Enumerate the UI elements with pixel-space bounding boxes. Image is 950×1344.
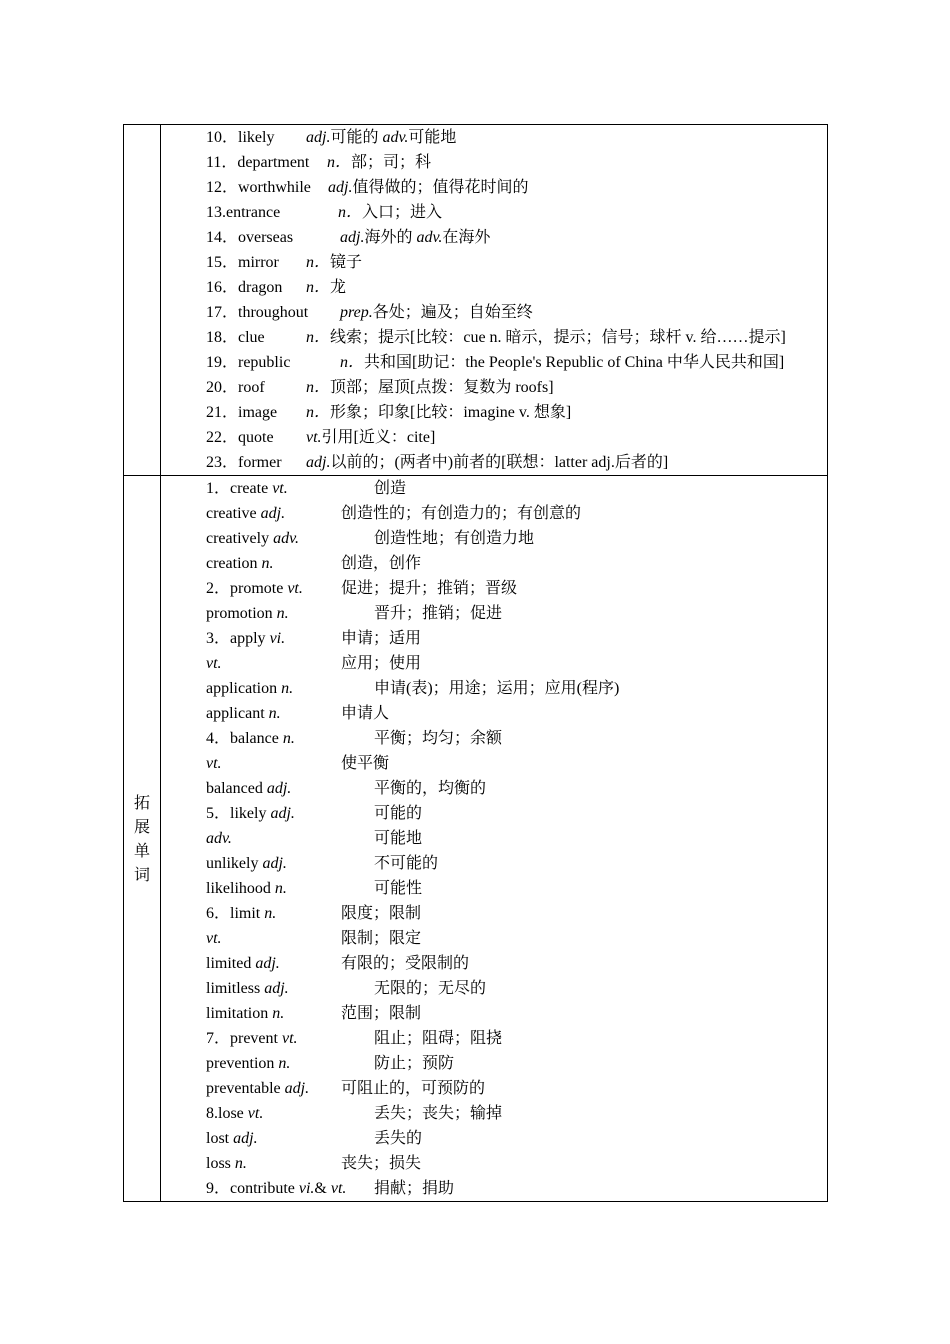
vocab-meaning: 可能的 <box>330 129 383 146</box>
vocab-list-item <box>206 1076 827 1101</box>
vocab-definition <box>327 150 431 175</box>
part-of-speech: n. <box>272 1005 285 1022</box>
vocab-word: 1．create <box>206 480 273 497</box>
vocab-list-item <box>206 425 827 450</box>
vocab-list-item <box>206 1151 827 1176</box>
vocab-meaning: 应用；使用 <box>341 655 422 672</box>
vocab-list-item <box>206 701 827 726</box>
vocab-word-group <box>206 576 303 601</box>
vocab-word-group <box>206 1101 263 1126</box>
vocab-list-item <box>206 601 827 626</box>
vocab-word: limitation <box>206 1005 273 1022</box>
part-of-speech: n. <box>281 680 294 697</box>
part-of-speech: adj. <box>340 229 365 246</box>
vocab-definition <box>306 375 554 400</box>
vocab-word: promotion <box>206 605 277 622</box>
vocab-meaning: 范围；限制 <box>341 1005 422 1022</box>
vocab-list-item <box>206 676 827 701</box>
vocab-word: 20．roof <box>206 379 265 396</box>
conjunction: & <box>314 1180 331 1197</box>
vocab-word-group <box>206 476 288 501</box>
vocab-meaning: 可能地 <box>408 129 457 146</box>
vocab-list-item <box>206 200 827 225</box>
part-of-speech: vt. <box>272 480 288 497</box>
vocab-word-group <box>206 901 276 926</box>
vocab-word-group <box>206 1126 258 1151</box>
vocab-meaning: 镜子 <box>330 254 363 271</box>
vocab-meaning: 创造性地；有创造力地 <box>374 530 535 547</box>
core-words-row <box>124 125 828 476</box>
vocab-word: unlikely <box>206 855 263 872</box>
part-of-speech: adj. <box>328 179 353 196</box>
vocab-word: 4．balance <box>206 730 283 747</box>
vocab-list-item <box>206 801 827 826</box>
vocab-meaning: 顶部；屋顶[点拨：复数为 roofs] <box>330 379 554 396</box>
vocab-meaning: 丧失；损失 <box>341 1155 422 1172</box>
vocab-word: limited <box>206 955 256 972</box>
vocab-word: 9．contribute <box>206 1180 299 1197</box>
section-label-char: 词 <box>133 864 150 884</box>
vocab-meaning: 限制；限定 <box>341 930 422 947</box>
vocab-meaning: 防止；预防 <box>374 1055 455 1072</box>
part-of-speech: adj. <box>233 1130 258 1147</box>
vocab-word-group <box>206 751 222 776</box>
vocab-word: 23．former <box>206 454 282 471</box>
vocab-list-item <box>206 250 827 275</box>
part-of-speech: n． <box>327 154 352 171</box>
core-words-content <box>161 125 828 476</box>
part-of-speech: adv. <box>382 129 409 146</box>
part-of-speech: n． <box>306 379 331 396</box>
vocab-word: 3．apply <box>206 630 270 647</box>
vocab-word-group <box>206 876 287 901</box>
part-of-speech: n． <box>306 329 331 346</box>
part-of-speech: adj. <box>306 454 331 471</box>
vocab-word-group <box>206 1001 284 1026</box>
vocab-word-group <box>206 1076 309 1101</box>
vocab-word: 2．promote <box>206 580 288 597</box>
vocab-meaning: 在海外 <box>442 229 491 246</box>
vocab-list-item <box>206 275 827 300</box>
vocab-word-group <box>206 1051 290 1076</box>
vocab-meaning: 捐献；捐助 <box>374 1180 455 1197</box>
vocab-meaning: 可能地 <box>374 830 423 847</box>
vocab-meaning: 无限的；无尽的 <box>374 980 487 997</box>
vocab-list-item <box>206 651 827 676</box>
vocab-meaning: 部；司；科 <box>351 154 432 171</box>
vocab-list-item <box>206 551 827 576</box>
vocab-word-group <box>206 951 280 976</box>
vocab-meaning: 可能的 <box>374 805 423 822</box>
core-words-label-cell <box>124 125 161 476</box>
vocab-list-item <box>206 350 827 375</box>
vocab-meaning: 申请(表)；用途；运用；应用(程序) <box>374 680 620 697</box>
vocab-list-item <box>206 1051 827 1076</box>
vocab-word: 18．clue <box>206 329 265 346</box>
vocab-meaning: 共和国[助记：the People's Republic of China 中华人民共和国] <box>364 354 785 371</box>
vocab-list-item <box>206 1101 827 1126</box>
vocab-meaning: 龙 <box>330 279 347 296</box>
part-of-speech: adj. <box>266 780 292 797</box>
vocab-meaning: 可阻止的，可预防的 <box>341 1080 486 1097</box>
vocab-list-item <box>206 225 827 250</box>
section-label-char: 单 <box>133 840 150 860</box>
vocab-definition <box>306 325 786 350</box>
vocab-word: creative <box>206 505 261 522</box>
vocab-list-item <box>206 926 827 951</box>
section-label-char: 展 <box>133 816 150 836</box>
part-of-speech: vt. <box>247 1105 264 1122</box>
extended-words-row <box>124 476 828 1202</box>
vocab-word-group <box>206 701 281 726</box>
vocab-definition <box>340 350 784 375</box>
part-of-speech: n． <box>306 279 331 296</box>
part-of-speech: adv. <box>273 530 299 547</box>
vocab-meaning: 申请人 <box>341 705 390 722</box>
vocab-word-group <box>206 676 293 701</box>
vocab-list-item <box>206 1126 827 1151</box>
vocab-word-group <box>206 1026 298 1051</box>
vocab-meaning: 有限的；受限制的 <box>341 955 470 972</box>
vocab-word: likelihood <box>206 880 275 897</box>
part-of-speech: adj. <box>260 505 286 522</box>
vocab-word: 6．limit <box>206 905 265 922</box>
vocab-word: 11．department <box>206 154 310 171</box>
vocab-meaning: 创造，创作 <box>341 555 422 572</box>
part-of-speech: vt. <box>281 1030 298 1047</box>
vocab-meaning: 申请；适用 <box>341 630 422 647</box>
vocab-meaning: 限度；限制 <box>341 905 422 922</box>
vocab-meaning: 值得做的；值得花时间的 <box>352 179 529 196</box>
vocab-list-item <box>206 951 827 976</box>
part-of-speech: adj. <box>262 855 287 872</box>
vocab-word: balanced <box>206 780 267 797</box>
vocab-word: 7．prevent <box>206 1030 282 1047</box>
vocab-list-item <box>206 125 827 150</box>
vocab-word: prevention <box>206 1055 279 1072</box>
vocab-list-item <box>206 576 827 601</box>
vocab-word: application <box>206 680 282 697</box>
part-of-speech: n． <box>338 204 363 221</box>
vocab-meaning: 入口；进入 <box>362 204 443 221</box>
vocab-list-item <box>206 400 827 425</box>
part-of-speech: n. <box>282 730 295 747</box>
vocab-word: loss <box>206 1155 235 1172</box>
vocab-list-item <box>206 501 827 526</box>
vocab-word-group <box>206 1176 346 1201</box>
vocab-meaning: 丢失的 <box>374 1130 423 1147</box>
vocab-list-item <box>206 476 827 501</box>
vocab-word: 16．dragon <box>206 279 283 296</box>
vocab-word: 8.lose <box>206 1105 248 1122</box>
vocab-word-group <box>206 601 289 626</box>
part-of-speech: vt. <box>206 755 222 772</box>
part-of-speech: prep. <box>340 304 373 321</box>
part-of-speech: vi. <box>298 1180 315 1197</box>
vocab-meaning: 形象；印象[比较：imagine v. 想象] <box>330 404 572 421</box>
vocab-word: 5．likely <box>206 805 271 822</box>
part-of-speech: n． <box>306 254 331 271</box>
vocab-word-group <box>206 551 274 576</box>
vocab-word: creation <box>206 555 262 572</box>
vocab-word: 10．likely <box>206 129 275 146</box>
part-of-speech: adj. <box>270 805 295 822</box>
vocab-definition <box>306 425 435 450</box>
vocab-meaning: 阻止；阻碍；阻挠 <box>374 1030 503 1047</box>
extended-words-content <box>161 476 828 1202</box>
vocab-list-item <box>206 626 827 651</box>
vocab-list-item <box>206 150 827 175</box>
part-of-speech: n. <box>274 880 287 897</box>
vocab-list-item <box>206 1001 827 1026</box>
vocab-list-item <box>206 1026 827 1051</box>
vocab-word: 13.entrance <box>206 204 281 221</box>
vocab-word: preventable <box>206 1080 285 1097</box>
vocab-list-item <box>206 876 827 901</box>
vocab-meaning: 可能性 <box>374 880 423 897</box>
vocab-list-item <box>206 325 827 350</box>
extended-words-label-cell <box>124 476 161 1202</box>
part-of-speech: n. <box>234 1155 247 1172</box>
vocab-word: applicant <box>206 705 269 722</box>
part-of-speech: adj. <box>255 955 280 972</box>
part-of-speech: vt. <box>330 1180 347 1197</box>
vocab-word-group <box>206 976 289 1001</box>
vocab-definition <box>306 450 668 475</box>
vocab-meaning: 不可能的 <box>374 855 439 872</box>
part-of-speech: adj. <box>284 1080 310 1097</box>
part-of-speech: vt. <box>287 580 303 597</box>
vocab-word: 21．image <box>206 404 278 421</box>
vocab-word-group <box>206 801 295 826</box>
part-of-speech: adj. <box>264 980 289 997</box>
vocab-word-group <box>206 851 287 876</box>
vocab-word-group <box>206 726 295 751</box>
vocab-list-item <box>206 1176 827 1201</box>
part-of-speech: vi. <box>269 630 286 647</box>
vocab-list-item <box>206 826 827 851</box>
part-of-speech: adv. <box>206 830 232 847</box>
vocab-word: 12．worthwhile <box>206 179 311 196</box>
vocab-word-group <box>206 776 291 801</box>
vocab-word: limitless <box>206 980 265 997</box>
part-of-speech: adv. <box>416 229 443 246</box>
vocab-definition <box>306 275 346 300</box>
vocab-list-item <box>206 375 827 400</box>
vocab-definition <box>306 400 571 425</box>
vocab-meaning: 平衡；均匀；余额 <box>374 730 503 747</box>
vocab-meaning: 线索；提示[比较：cue n. 暗示，提示；信号；球杆 v. 给……提示] <box>330 329 786 346</box>
vocab-meaning: 平衡的，均衡的 <box>374 780 487 797</box>
vocab-meaning: 引用[近义：cite] <box>321 429 436 446</box>
vocab-list-item <box>206 526 827 551</box>
part-of-speech: n. <box>264 905 277 922</box>
vocab-definition <box>340 300 533 325</box>
vocab-definition <box>306 125 456 150</box>
section-label-char: 拓 <box>133 792 150 812</box>
part-of-speech: n． <box>306 404 331 421</box>
vocab-word-group <box>206 501 285 526</box>
vocab-list-item <box>206 726 827 751</box>
vocab-word: 22．quote <box>206 429 274 446</box>
vocab-definition <box>340 225 490 250</box>
vocab-meaning: 各处；遍及；自始至终 <box>372 304 533 321</box>
vocab-meaning: 创造性的；有创造力的；有创意的 <box>341 505 582 522</box>
part-of-speech: n. <box>261 555 274 572</box>
part-of-speech: n. <box>276 605 289 622</box>
vocab-word: 19．republic <box>206 354 291 371</box>
vocab-definition <box>338 200 442 225</box>
vocab-list-item <box>206 751 827 776</box>
vocab-definition <box>328 175 528 200</box>
vocab-list-item <box>206 776 827 801</box>
vocab-word: 17．throughout <box>206 304 309 321</box>
vocab-word-group <box>206 626 285 651</box>
vocab-list-item <box>206 175 827 200</box>
vocab-meaning: 海外的 <box>364 229 417 246</box>
vocab-list-item <box>206 976 827 1001</box>
vocab-meaning: 以前的；(两者中)前者的[联想：latter adj.后者的] <box>330 454 669 471</box>
vocab-meaning: 促进；提升；推销；晋级 <box>341 580 518 597</box>
vocab-list-item <box>206 851 827 876</box>
vocab-meaning: 丢失；丧失；输掉 <box>374 1105 503 1122</box>
vocab-list-item <box>206 300 827 325</box>
part-of-speech: n. <box>268 705 281 722</box>
part-of-speech: n. <box>278 1055 291 1072</box>
vocab-list-item <box>206 901 827 926</box>
vocabulary-table <box>123 124 828 1202</box>
vocab-word: 14．overseas <box>206 229 294 246</box>
vocab-word: 15．mirror <box>206 254 279 271</box>
part-of-speech: vt. <box>206 655 222 672</box>
vocab-word-group <box>206 526 299 551</box>
part-of-speech: n． <box>340 354 365 371</box>
part-of-speech: adj. <box>306 129 331 146</box>
vocab-meaning: 使平衡 <box>341 755 390 772</box>
vocab-meaning: 创造 <box>374 480 407 497</box>
part-of-speech: vt. <box>206 930 222 947</box>
part-of-speech: vt. <box>306 429 322 446</box>
vocab-word: lost <box>206 1130 234 1147</box>
vocab-word-group <box>206 1151 247 1176</box>
vocab-word-group <box>206 651 222 676</box>
vocab-meaning: 晋升；推销；促进 <box>374 605 503 622</box>
vocab-list-item <box>206 450 827 475</box>
vocab-definition <box>306 250 362 275</box>
vocab-word-group <box>206 826 232 851</box>
vocab-word: creatively <box>206 530 274 547</box>
vocab-word-group <box>206 926 222 951</box>
